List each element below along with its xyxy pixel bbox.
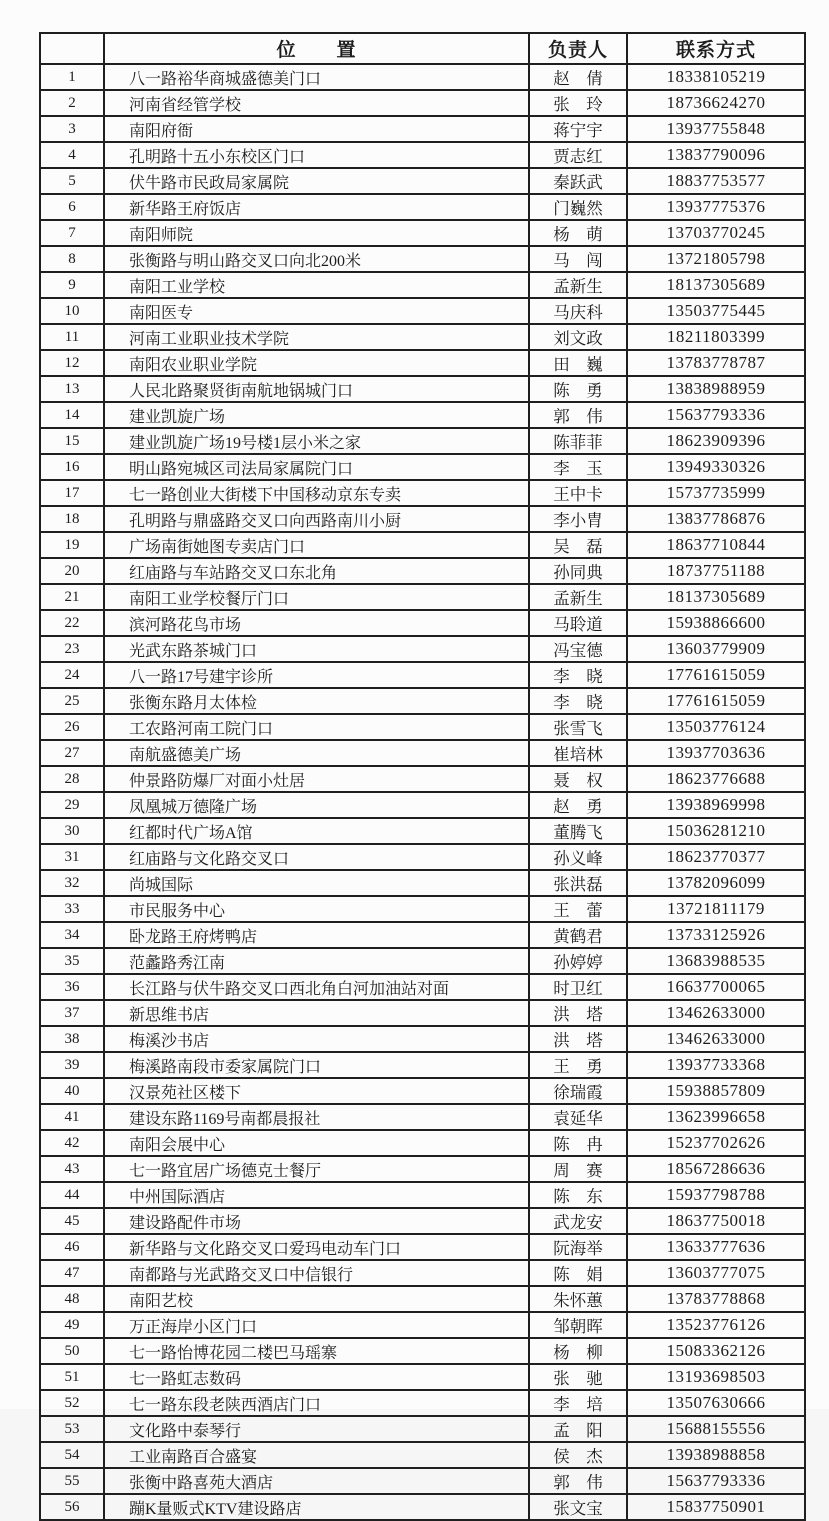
location-cell: 河南省经管学校 <box>104 90 529 116</box>
location-cell: 范蠡路秀江南 <box>104 948 529 974</box>
row-number-cell: 9 <box>40 272 104 298</box>
row-number-cell: 41 <box>40 1104 104 1130</box>
phone-cell: 13503776124 <box>627 714 805 740</box>
phone-cell: 16637700065 <box>627 974 805 1000</box>
location-cell: 人民北路聚贤街南航地锅城门口 <box>104 376 529 402</box>
row-number-cell: 22 <box>40 610 104 636</box>
phone-cell: 13837790096 <box>627 142 805 168</box>
header-row <box>40 33 805 64</box>
phone-cell: 18137305689 <box>627 272 805 298</box>
phone-cell: 18338105219 <box>627 64 805 90</box>
phone-cell: 13633777636 <box>627 1234 805 1260</box>
phone-cell: 13838988959 <box>627 376 805 402</box>
person-cell: 徐瑞霞 <box>529 1078 627 1104</box>
location-cell: 南阳农业职业学院 <box>104 350 529 376</box>
location-cell: 梅溪路南段市委家属院门口 <box>104 1052 529 1078</box>
location-cell: 工农路河南工院门口 <box>104 714 529 740</box>
location-cell: 万正海岸小区门口 <box>104 1312 529 1338</box>
phone-cell: 13938969998 <box>627 792 805 818</box>
location-cell: 新华路王府饭店 <box>104 194 529 220</box>
table-row <box>40 1130 805 1156</box>
person-cell: 李 培 <box>529 1390 627 1416</box>
table-row <box>40 64 805 90</box>
row-number-cell: 36 <box>40 974 104 1000</box>
phone-cell: 13733125926 <box>627 922 805 948</box>
row-number-cell: 48 <box>40 1286 104 1312</box>
person-cell: 吴 磊 <box>529 532 627 558</box>
phone-cell: 18623909396 <box>627 428 805 454</box>
table-row <box>40 90 805 116</box>
table-row <box>40 662 805 688</box>
location-cell: 南阳工业学校餐厅门口 <box>104 584 529 610</box>
location-cell: 建设东路1169号南都晨报社 <box>104 1104 529 1130</box>
table-row <box>40 1416 805 1442</box>
row-number-cell: 5 <box>40 168 104 194</box>
location-cell: 卧龙路王府烤鸭店 <box>104 922 529 948</box>
row-number-cell: 42 <box>40 1130 104 1156</box>
person-cell: 孟 阳 <box>529 1416 627 1442</box>
table-row <box>40 428 805 454</box>
person-cell: 赵 勇 <box>529 792 627 818</box>
location-cell: 梅溪沙书店 <box>104 1026 529 1052</box>
table-row <box>40 1156 805 1182</box>
table-row <box>40 324 805 350</box>
location-cell: 建业凯旋广场19号楼1层小米之家 <box>104 428 529 454</box>
location-cell: 七一路虹志数码 <box>104 1364 529 1390</box>
phone-cell: 13523776126 <box>627 1312 805 1338</box>
location-cell: 建设路配件市场 <box>104 1208 529 1234</box>
table-row <box>40 870 805 896</box>
table-row <box>40 1364 805 1390</box>
table-row <box>40 1208 805 1234</box>
table-row <box>40 168 805 194</box>
table-header <box>40 33 805 64</box>
location-cell: 七一路宜居广场德克士餐厅 <box>104 1156 529 1182</box>
table-row <box>40 766 805 792</box>
phone-cell: 15737735999 <box>627 480 805 506</box>
phone-cell: 18736624270 <box>627 90 805 116</box>
table-row <box>40 584 805 610</box>
row-number-cell: 20 <box>40 558 104 584</box>
phone-cell: 13721805798 <box>627 246 805 272</box>
phone-column-header: 联系方式 <box>627 33 805 64</box>
row-number-cell: 33 <box>40 896 104 922</box>
row-number-cell: 55 <box>40 1468 104 1494</box>
table-row <box>40 402 805 428</box>
phone-cell: 13937775376 <box>627 194 805 220</box>
person-cell: 崔培林 <box>529 740 627 766</box>
person-cell: 陈 冉 <box>529 1130 627 1156</box>
phone-cell: 13603777075 <box>627 1260 805 1286</box>
person-cell: 李小胄 <box>529 506 627 532</box>
person-cell: 时卫红 <box>529 974 627 1000</box>
phone-cell: 13683988535 <box>627 948 805 974</box>
table-body <box>40 64 805 1520</box>
row-number-cell: 14 <box>40 402 104 428</box>
person-cell: 聂 权 <box>529 766 627 792</box>
row-number-cell: 3 <box>40 116 104 142</box>
person-cell: 陈 东 <box>529 1182 627 1208</box>
person-cell: 王 勇 <box>529 1052 627 1078</box>
phone-cell: 15083362126 <box>627 1338 805 1364</box>
row-number-cell: 4 <box>40 142 104 168</box>
person-cell: 孟新生 <box>529 272 627 298</box>
row-number-cell: 38 <box>40 1026 104 1052</box>
row-number-cell: 54 <box>40 1442 104 1468</box>
person-cell: 马聆道 <box>529 610 627 636</box>
person-cell: 张 玲 <box>529 90 627 116</box>
row-number-cell: 6 <box>40 194 104 220</box>
phone-cell: 15938866600 <box>627 610 805 636</box>
row-number-cell: 23 <box>40 636 104 662</box>
row-number-cell: 2 <box>40 90 104 116</box>
phone-cell: 13937703636 <box>627 740 805 766</box>
table-row <box>40 1390 805 1416</box>
row-number-cell: 43 <box>40 1156 104 1182</box>
person-cell: 贾志红 <box>529 142 627 168</box>
table-row <box>40 740 805 766</box>
row-number-cell: 31 <box>40 844 104 870</box>
table-row <box>40 246 805 272</box>
location-cell: 中州国际酒店 <box>104 1182 529 1208</box>
phone-cell: 13937733368 <box>627 1052 805 1078</box>
person-cell: 陈 勇 <box>529 376 627 402</box>
table-row <box>40 194 805 220</box>
person-cell: 陈 娟 <box>529 1260 627 1286</box>
row-number-cell: 17 <box>40 480 104 506</box>
phone-cell: 13937755848 <box>627 116 805 142</box>
row-number-cell: 10 <box>40 298 104 324</box>
row-number-cell: 53 <box>40 1416 104 1442</box>
phone-cell: 15637793336 <box>627 402 805 428</box>
table-row <box>40 688 805 714</box>
table-row <box>40 1234 805 1260</box>
row-number-cell: 37 <box>40 1000 104 1026</box>
phone-cell: 13603779909 <box>627 636 805 662</box>
person-cell: 陈菲菲 <box>529 428 627 454</box>
location-cell: 八一路17号建宇诊所 <box>104 662 529 688</box>
person-cell: 杨 柳 <box>529 1338 627 1364</box>
location-cell: 文化路中泰琴行 <box>104 1416 529 1442</box>
person-cell: 邹朝晖 <box>529 1312 627 1338</box>
phone-cell: 18837753577 <box>627 168 805 194</box>
table-row <box>40 1104 805 1130</box>
person-cell: 朱怀蕙 <box>529 1286 627 1312</box>
table-row <box>40 818 805 844</box>
location-cell: 张衡路与明山路交叉口向北200米 <box>104 246 529 272</box>
location-cell: 南阳师院 <box>104 220 529 246</box>
person-cell: 武龙安 <box>529 1208 627 1234</box>
phone-cell: 13721811179 <box>627 896 805 922</box>
table-row <box>40 1182 805 1208</box>
row-number-cell: 25 <box>40 688 104 714</box>
phone-cell: 13938988858 <box>627 1442 805 1468</box>
person-cell: 洪 塔 <box>529 1026 627 1052</box>
table-row <box>40 272 805 298</box>
location-cell: 南阳艺校 <box>104 1286 529 1312</box>
row-number-cell: 27 <box>40 740 104 766</box>
location-cell: 张衡东路月太体检 <box>104 688 529 714</box>
person-cell: 张洪磊 <box>529 870 627 896</box>
table-row <box>40 298 805 324</box>
person-cell: 侯 杰 <box>529 1442 627 1468</box>
location-cell: 建业凯旋广场 <box>104 402 529 428</box>
phone-cell: 13783778787 <box>627 350 805 376</box>
table-row <box>40 1468 805 1494</box>
table-row <box>40 922 805 948</box>
phone-cell: 13623996658 <box>627 1104 805 1130</box>
person-cell: 李 晓 <box>529 662 627 688</box>
person-cell: 郭 伟 <box>529 402 627 428</box>
phone-cell: 15237702626 <box>627 1130 805 1156</box>
location-cell: 长江路与伏牛路交叉口西北角白河加油站对面 <box>104 974 529 1000</box>
table-row <box>40 142 805 168</box>
phone-cell: 13193698503 <box>627 1364 805 1390</box>
row-number-cell: 15 <box>40 428 104 454</box>
location-cell: 南航盛德美广场 <box>104 740 529 766</box>
row-number-cell: 50 <box>40 1338 104 1364</box>
row-number-cell: 1 <box>40 64 104 90</box>
person-cell: 孙同典 <box>529 558 627 584</box>
row-number-cell: 44 <box>40 1182 104 1208</box>
phone-cell: 17761615059 <box>627 662 805 688</box>
table-row <box>40 1000 805 1026</box>
phone-cell: 15036281210 <box>627 818 805 844</box>
table-row <box>40 974 805 1000</box>
person-cell: 田 巍 <box>529 350 627 376</box>
phone-cell: 18567286636 <box>627 1156 805 1182</box>
row-number-cell: 26 <box>40 714 104 740</box>
location-cell: 伏牛路市民政局家属院 <box>104 168 529 194</box>
location-cell: 孔明路十五小东校区门口 <box>104 142 529 168</box>
table-row <box>40 558 805 584</box>
row-number-cell: 45 <box>40 1208 104 1234</box>
row-number-cell: 13 <box>40 376 104 402</box>
person-cell: 黄鹤君 <box>529 922 627 948</box>
person-cell: 李 玉 <box>529 454 627 480</box>
phone-cell: 18623770377 <box>627 844 805 870</box>
location-cell: 孔明路与鼎盛路交叉口向西路南川小厨 <box>104 506 529 532</box>
location-cell: 南阳医专 <box>104 298 529 324</box>
row-number-cell: 49 <box>40 1312 104 1338</box>
table-row <box>40 1312 805 1338</box>
phone-cell: 17761615059 <box>627 688 805 714</box>
row-number-cell: 11 <box>40 324 104 350</box>
location-column-header: 位 置 <box>104 33 529 64</box>
table-row <box>40 1286 805 1312</box>
row-number-cell: 12 <box>40 350 104 376</box>
person-cell: 刘文政 <box>529 324 627 350</box>
location-cell: 蹦K量贩式KTV建设路店 <box>104 1494 529 1520</box>
phone-cell: 18137305689 <box>627 584 805 610</box>
table-row <box>40 220 805 246</box>
phone-cell: 15837750901 <box>627 1494 805 1520</box>
location-cell: 仲景路防爆厂对面小灶居 <box>104 766 529 792</box>
phone-cell: 13462633000 <box>627 1000 805 1026</box>
table-row <box>40 792 805 818</box>
table-row <box>40 610 805 636</box>
row-number-cell: 34 <box>40 922 104 948</box>
row-number-cell: 24 <box>40 662 104 688</box>
table-row <box>40 1260 805 1286</box>
table-row <box>40 636 805 662</box>
person-cell: 冯宝德 <box>529 636 627 662</box>
location-cell: 南阳工业学校 <box>104 272 529 298</box>
row-number-cell: 28 <box>40 766 104 792</box>
row-number-cell: 21 <box>40 584 104 610</box>
location-cell: 七一路东段老陕西酒店门口 <box>104 1390 529 1416</box>
row-number-cell: 32 <box>40 870 104 896</box>
table-row <box>40 480 805 506</box>
location-cell: 新华路与文化路交叉口爱玛电动车门口 <box>104 1234 529 1260</box>
table-row <box>40 1026 805 1052</box>
location-cell: 红都时代广场A馆 <box>104 818 529 844</box>
person-cell: 门巍然 <box>529 194 627 220</box>
person-cell: 孟新生 <box>529 584 627 610</box>
phone-cell: 18623776688 <box>627 766 805 792</box>
table-row <box>40 532 805 558</box>
location-cell: 八一路裕华商城盛德美门口 <box>104 64 529 90</box>
location-cell: 南阳府衙 <box>104 116 529 142</box>
location-cell: 南都路与光武路交叉口中信银行 <box>104 1260 529 1286</box>
person-column-header: 负责人 <box>529 33 627 64</box>
phone-cell: 18637750018 <box>627 1208 805 1234</box>
table-row <box>40 506 805 532</box>
location-cell: 滨河路花鸟市场 <box>104 610 529 636</box>
table-row <box>40 844 805 870</box>
phone-cell: 15938857809 <box>627 1078 805 1104</box>
location-cell: 红庙路与车站路交叉口东北角 <box>104 558 529 584</box>
phone-cell: 13837786876 <box>627 506 805 532</box>
row-number-cell: 18 <box>40 506 104 532</box>
phone-cell: 13503775445 <box>627 298 805 324</box>
row-number-cell: 51 <box>40 1364 104 1390</box>
table-row <box>40 1052 805 1078</box>
person-cell: 孙义峰 <box>529 844 627 870</box>
location-cell: 河南工业职业技术学院 <box>104 324 529 350</box>
person-cell: 郭 伟 <box>529 1468 627 1494</box>
phone-cell: 13783778868 <box>627 1286 805 1312</box>
location-cell: 明山路宛城区司法局家属院门口 <box>104 454 529 480</box>
location-cell: 南阳会展中心 <box>104 1130 529 1156</box>
row-number-cell: 29 <box>40 792 104 818</box>
person-cell: 张 驰 <box>529 1364 627 1390</box>
location-cell: 广场南街她图专卖店门口 <box>104 532 529 558</box>
phone-cell: 13703770245 <box>627 220 805 246</box>
person-cell: 袁延华 <box>529 1104 627 1130</box>
person-cell: 蒋宁宇 <box>529 116 627 142</box>
location-cell: 红庙路与文化路交叉口 <box>104 844 529 870</box>
person-cell: 阮海举 <box>529 1234 627 1260</box>
row-number-cell: 40 <box>40 1078 104 1104</box>
table-row <box>40 454 805 480</box>
person-cell: 李 晓 <box>529 688 627 714</box>
row-number-cell: 16 <box>40 454 104 480</box>
phone-cell: 15637793336 <box>627 1468 805 1494</box>
table-row <box>40 1078 805 1104</box>
phone-cell: 13782096099 <box>627 870 805 896</box>
row-number-cell: 39 <box>40 1052 104 1078</box>
phone-cell: 18737751188 <box>627 558 805 584</box>
row-number-cell: 52 <box>40 1390 104 1416</box>
location-cell: 市民服务中心 <box>104 896 529 922</box>
phone-cell: 13507630666 <box>627 1390 805 1416</box>
location-cell: 七一路创业大街楼下中国移动京东专卖 <box>104 480 529 506</box>
person-cell: 马 闯 <box>529 246 627 272</box>
table-row <box>40 376 805 402</box>
row-number-cell: 46 <box>40 1234 104 1260</box>
phone-cell: 13462633000 <box>627 1026 805 1052</box>
location-cell: 光武东路茶城门口 <box>104 636 529 662</box>
table-row <box>40 350 805 376</box>
person-cell: 王中卡 <box>529 480 627 506</box>
person-cell: 赵 倩 <box>529 64 627 90</box>
person-cell: 张雪飞 <box>529 714 627 740</box>
phone-cell: 18637710844 <box>627 532 805 558</box>
row-number-cell: 8 <box>40 246 104 272</box>
row-number-cell: 19 <box>40 532 104 558</box>
table-row <box>40 1338 805 1364</box>
phone-cell: 15688155556 <box>627 1416 805 1442</box>
contact-table <box>39 32 806 1521</box>
phone-cell: 13949330326 <box>627 454 805 480</box>
row-number-cell: 7 <box>40 220 104 246</box>
phone-cell: 15937798788 <box>627 1182 805 1208</box>
table-row <box>40 116 805 142</box>
person-cell: 秦跃武 <box>529 168 627 194</box>
table-row <box>40 714 805 740</box>
table-row <box>40 896 805 922</box>
location-cell: 张衡中路喜苑大酒店 <box>104 1468 529 1494</box>
person-cell: 王 蕾 <box>529 896 627 922</box>
row-number-cell: 47 <box>40 1260 104 1286</box>
person-cell: 孙婷婷 <box>529 948 627 974</box>
row-number-cell: 30 <box>40 818 104 844</box>
index-column-header <box>40 33 104 64</box>
person-cell: 董腾飞 <box>529 818 627 844</box>
table-row <box>40 1494 805 1520</box>
location-cell: 汉景苑社区楼下 <box>104 1078 529 1104</box>
row-number-cell: 35 <box>40 948 104 974</box>
person-cell: 洪 塔 <box>529 1000 627 1026</box>
table-row <box>40 948 805 974</box>
row-number-cell: 56 <box>40 1494 104 1520</box>
person-cell: 周 赛 <box>529 1156 627 1182</box>
person-cell: 杨 萌 <box>529 220 627 246</box>
location-cell: 七一路怡博花园二楼巴马瑶寨 <box>104 1338 529 1364</box>
person-cell: 马庆科 <box>529 298 627 324</box>
person-cell: 张文宝 <box>529 1494 627 1520</box>
table-row <box>40 1442 805 1468</box>
location-cell: 凤凰城万德隆广场 <box>104 792 529 818</box>
phone-cell: 18211803399 <box>627 324 805 350</box>
location-cell: 尚城国际 <box>104 870 529 896</box>
location-cell: 新思维书店 <box>104 1000 529 1026</box>
location-cell: 工业南路百合盛宴 <box>104 1442 529 1468</box>
